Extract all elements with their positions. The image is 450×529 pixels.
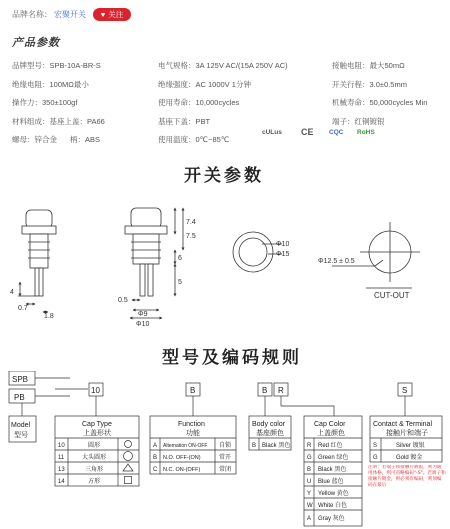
brand-row xyxy=(12,9,86,20)
param-contact-resistance: 接触电阻：最大50mΩ xyxy=(332,61,405,70)
function-cn: 自锁 xyxy=(219,443,232,449)
cap-color-name: Yellow 黄色 xyxy=(318,491,349,497)
param-travel: 开关行程：3.0±0.5mm xyxy=(332,80,407,89)
param-mechanical-life: 机械寿命：50,000cycles Min xyxy=(332,98,428,107)
dim-side-phi10: Φ10 xyxy=(136,321,150,328)
cap-type-code: 14 xyxy=(58,479,65,485)
legend-body-color-cn: 基座颜色 xyxy=(256,430,284,437)
top-circle-view xyxy=(233,232,282,272)
cap-color-code: A xyxy=(307,516,312,522)
function-code: B xyxy=(153,455,158,461)
param-electrical-life: 使用寿命：10,000cycles xyxy=(158,98,240,107)
cap-type-code: 13 xyxy=(58,467,65,473)
product-params-card xyxy=(0,0,450,150)
body-color-code: B xyxy=(252,443,257,449)
param-temperature: 使用温度：0℃~85℃ xyxy=(158,135,230,144)
terminal-code: S xyxy=(373,443,378,449)
cutout-label: CUT-OUT xyxy=(374,291,410,300)
cap-type-name: 三角形 xyxy=(85,467,104,473)
code-cap-type: 10 xyxy=(91,386,100,395)
cap-color-code: G xyxy=(307,455,312,461)
cap-type-name: 圆形 xyxy=(88,443,101,449)
cap-color-code: B xyxy=(307,467,312,473)
code-terminal: S xyxy=(402,386,408,395)
dim-side-74: 7.4 xyxy=(186,219,196,226)
function-name: Alternation ON-OFF xyxy=(163,443,208,449)
cap-color-name: Black 黑色 xyxy=(318,467,347,473)
coding-note: 注明：若端子和接触片镀银，则为通用体格，则可省略编码"-S"。若端子和接触片镀金，则必须有编码，则须编码在最后 xyxy=(368,465,446,488)
legend-terminal-en: Contact & Terminal xyxy=(373,421,433,428)
cap-color-name: White 白色 xyxy=(318,503,348,509)
ul-logo: cULus xyxy=(262,129,282,136)
cap-type-code: 10 xyxy=(58,443,65,449)
function-cn: 常闭 xyxy=(219,467,232,473)
brand-name-link[interactable]: 宏聚开关 xyxy=(54,10,86,19)
cap-color-code: Y xyxy=(307,491,312,497)
param-dielectric-strength: 绝缘强度：AC 1000V 1分钟 xyxy=(158,80,251,89)
dim-front-18: 1.8 xyxy=(44,313,54,320)
legend-function-en: Function xyxy=(178,421,205,428)
cap-type-name: 方形 xyxy=(88,479,101,485)
terminal-name: Gold 镀金 xyxy=(396,455,423,461)
legend-cap-color-cn: 上盖颜色 xyxy=(317,430,345,437)
code-spb: SPB xyxy=(12,375,29,384)
legend-model-en: Model xyxy=(11,422,31,429)
heart-icon: ♥ xyxy=(100,9,106,19)
param-terminal: 端子：红铜镀银 xyxy=(332,117,385,126)
dim-side-6: 6 xyxy=(178,255,182,262)
dim-side-05: 0.5 xyxy=(118,297,128,304)
cap-color-name: Green 绿色 xyxy=(318,455,349,461)
param-base: 基座下盖：PBT xyxy=(158,117,211,126)
function-cn: 常开 xyxy=(219,455,232,461)
follow-button[interactable] xyxy=(93,8,131,21)
dim-circle-phi15: Φ15 xyxy=(276,251,290,258)
param-nut: 螺母：锌合金 xyxy=(12,135,57,144)
cap-type-code: 11 xyxy=(58,455,65,461)
legend-cap-type-cn: 上盖形状 xyxy=(83,430,111,437)
function-code: A xyxy=(153,443,158,449)
terminal-code: G xyxy=(373,455,378,461)
switch-params-title: 开关参数 xyxy=(184,166,264,186)
cap-color-code: W xyxy=(307,503,313,509)
legend-cap-color-en: Cap Color xyxy=(314,421,346,428)
coding-diagram xyxy=(0,371,450,529)
coding-rules-title: 型号及编码规则 xyxy=(162,348,302,368)
cap-color-name: Gray 灰色 xyxy=(318,516,345,522)
front-view xyxy=(18,210,56,312)
rohs-logo: RoHS xyxy=(357,129,375,136)
side-view xyxy=(125,208,183,318)
cqc-logo: CQC xyxy=(329,129,344,136)
dim-side-75: 7.5 xyxy=(186,233,196,240)
body-color-name: Black 黑色 xyxy=(262,443,291,449)
cap-color-name: Red 红色 xyxy=(318,443,343,449)
terminal-name: Silver 镀银 xyxy=(396,443,425,449)
cap-color-code: R xyxy=(307,443,312,449)
legend-body-color-en: Body color xyxy=(252,421,286,428)
dim-cutout-diameter: Φ12.5 ± 0.5 xyxy=(318,258,355,265)
param-handle: 柄：ABS xyxy=(70,135,101,144)
param-model: 品牌型号：SPB-10A-BR-S xyxy=(12,61,101,70)
cutout-view xyxy=(332,222,420,288)
legend-cap-type-en: Cap Type xyxy=(82,421,112,428)
cap-color-code: U xyxy=(307,479,312,485)
legend-model-cn: 型号 xyxy=(14,432,28,439)
legend-function-cn: 功能 xyxy=(186,430,200,437)
dim-front-4: 4 xyxy=(10,289,14,296)
dim-front-07: 0.7 xyxy=(18,305,28,312)
cap-type-name: 大头圆形 xyxy=(82,455,107,461)
param-material-cover: 材料组成：基座上盖：PA66 xyxy=(12,117,105,126)
code-pb: PB xyxy=(14,393,25,402)
function-name: N.O. OFF-(ON) xyxy=(163,455,201,461)
legend-terminal-cn: 接触片和端子 xyxy=(386,430,428,437)
dimension-drawing xyxy=(0,190,450,340)
code-body-color: B xyxy=(262,386,268,395)
function-code: C xyxy=(153,467,158,473)
param-electrical: 电气规格：3A 125V AC/(15A 250V AC) xyxy=(158,61,288,70)
dim-side-5: 5 xyxy=(178,279,182,286)
follow-label: 关注 xyxy=(108,10,124,19)
params-title: 产品参数 xyxy=(12,36,60,49)
code-function: B xyxy=(190,386,196,395)
brand-label: 品牌名称： xyxy=(12,10,52,19)
param-operating-force: 操作力：350±100gf xyxy=(12,98,78,107)
dim-side-phi9: Φ9 xyxy=(138,311,148,318)
dim-circle-phi10: Φ10 xyxy=(276,241,290,248)
cap-color-name: Blue 蓝色 xyxy=(318,479,344,485)
param-insulation-resistance: 绝缘电阻：100MΩ最小 xyxy=(12,80,89,89)
ce-logo: CE xyxy=(301,127,314,137)
code-cap-color: R xyxy=(278,386,284,395)
function-name: N.C. ON-(OFF) xyxy=(163,467,201,473)
